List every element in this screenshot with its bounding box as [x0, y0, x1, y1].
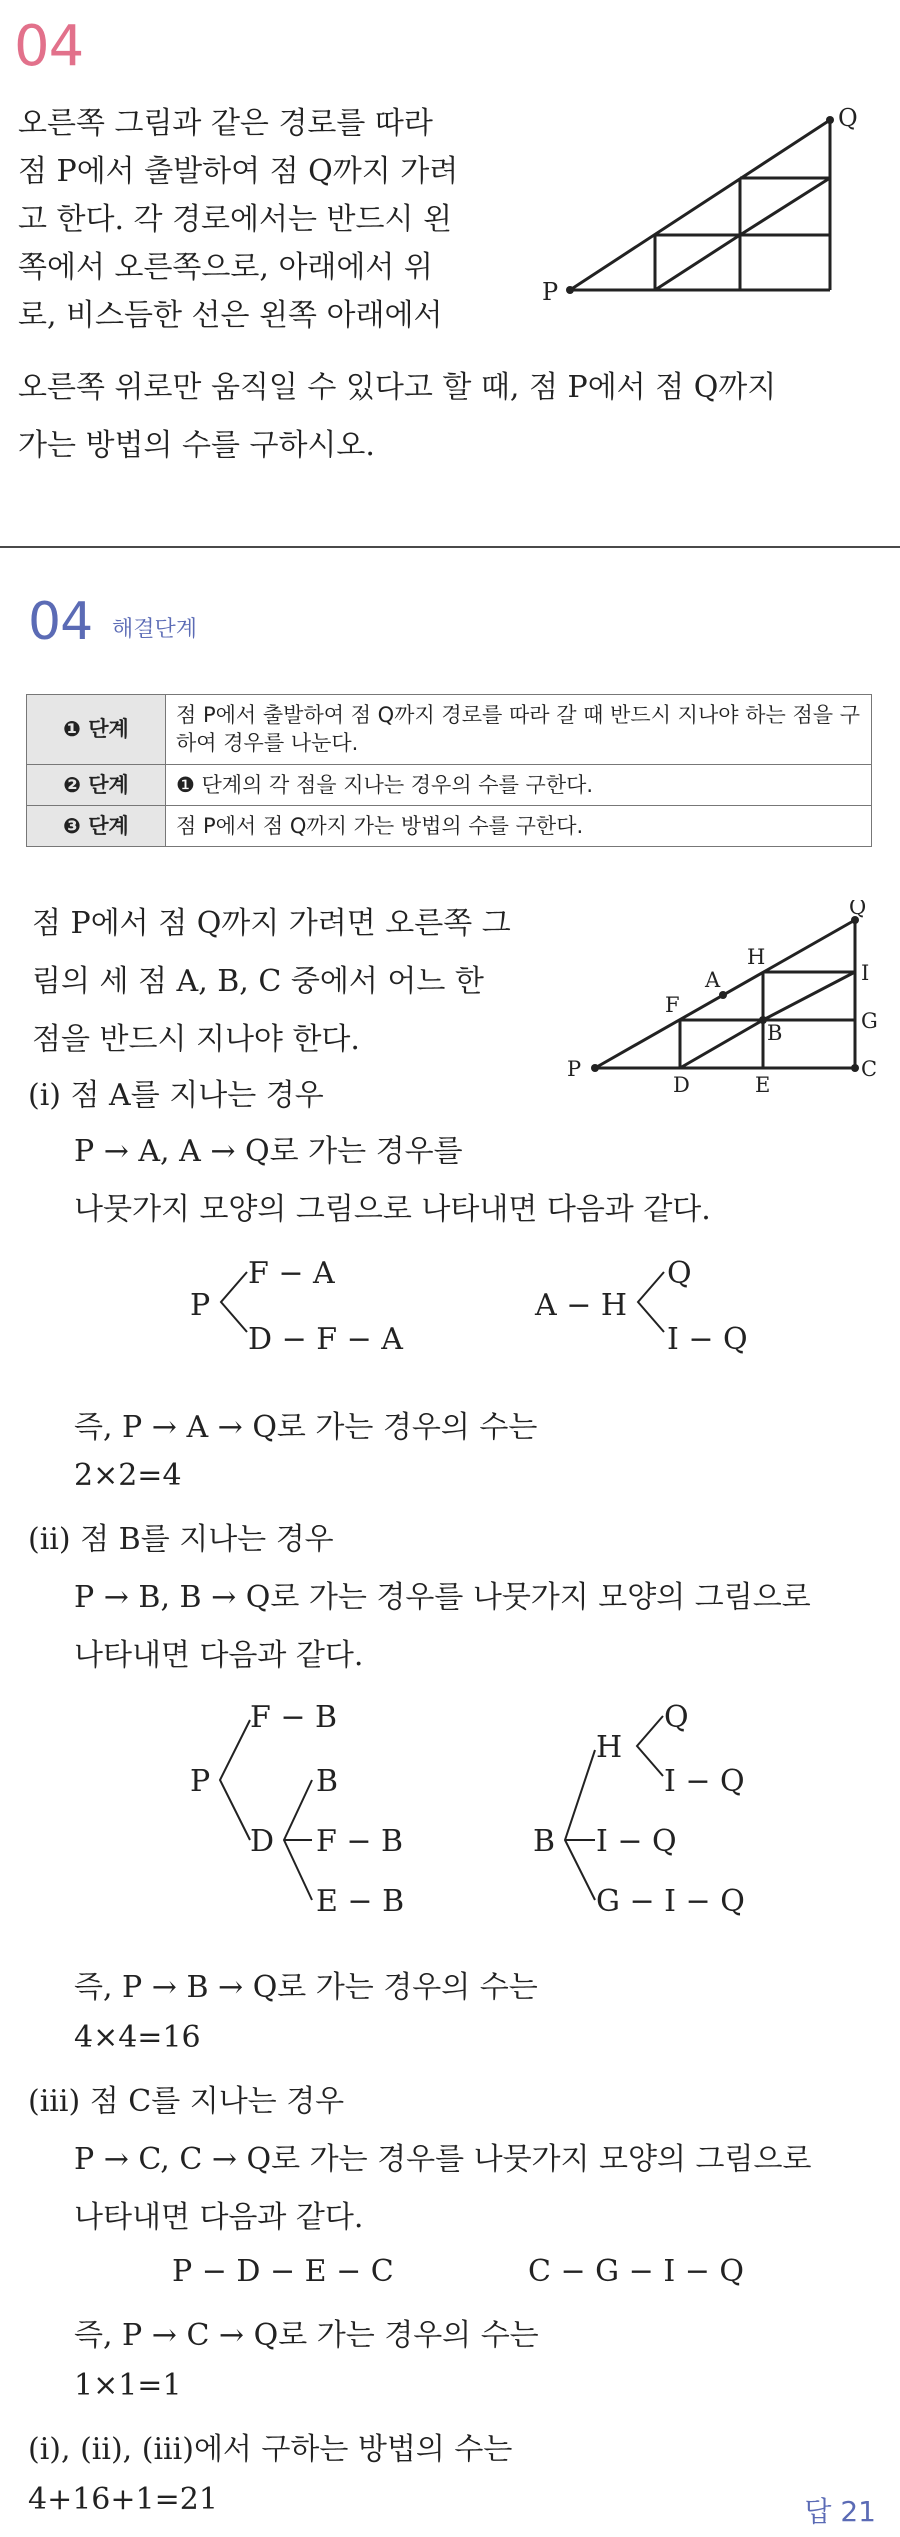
step-text-2: ❶ 단계의 각 점을 지나는 경우의 수를 구한다. — [166, 764, 872, 805]
fig-label-q: Q — [838, 104, 858, 132]
sfig-label-a: A — [705, 968, 721, 992]
problem-line-7: 가는 방법의 수를 구하시오. — [18, 428, 375, 463]
sfig-label-h: H — [747, 945, 766, 969]
case1-desc-1: P → A, A → Q로 가는 경우를 — [74, 1134, 463, 1169]
case2-right-branch-lines — [555, 1712, 675, 1912]
steps-table — [26, 694, 872, 847]
case1-title: (i) 점 A를 지나는 경우 — [28, 1078, 324, 1113]
problem-number: 04 — [14, 14, 84, 79]
case3-path-right: C − G − I − Q — [528, 2254, 744, 2289]
case2-left-branch-lines — [212, 1712, 342, 1912]
fig-diag-small-1 — [655, 235, 740, 290]
step-label-3: ❸ 단계 — [27, 806, 166, 847]
sfig-label-p: P — [567, 1057, 582, 1081]
solution-tag: 해결단계 — [112, 617, 198, 642]
case2-right-h-fork — [637, 1716, 663, 1776]
intro-line-2: 림의 세 점 A, B, C 중에서 어느 한 — [32, 964, 484, 999]
case2-left-fork — [220, 1720, 250, 1840]
case2-right-fork — [565, 1750, 595, 1900]
sfig-label-q: Q — [849, 900, 867, 919]
case1-left-fork — [221, 1272, 247, 1332]
fig-diagonal — [570, 120, 830, 290]
case2-right-branch-3: G − I − Q — [596, 1884, 745, 1919]
step-row — [27, 806, 872, 847]
case2-summary: 즉, P → B → Q로 가는 경우의 수는 — [74, 1970, 538, 2005]
sfig-point-c — [851, 1064, 859, 1072]
sfig-point-a — [719, 991, 727, 999]
sfig-label-c: C — [861, 1057, 878, 1081]
final-calc: 4+16+1=21 — [28, 2482, 218, 2517]
case2-desc-2: 나타내면 다음과 같다. — [74, 1638, 364, 1673]
case1-right-fork — [638, 1272, 664, 1332]
case1-left-branch-2: D − F − A — [248, 1322, 403, 1357]
solution-figure — [555, 900, 885, 1140]
problem-line-5: 로, 비스듬한 선은 왼쪽 아래에서 — [18, 298, 443, 333]
step-row — [27, 764, 872, 805]
case1-desc-2: 나뭇가지 모양의 그림으로 나타내면 다음과 같다. — [74, 1192, 711, 1227]
case3-summary: 즉, P → C → Q로 가는 경우의 수는 — [74, 2318, 539, 2353]
case2-left-root: P — [190, 1764, 211, 1799]
case1-right-root: A − H — [535, 1288, 628, 1323]
problem-line-4: 쪽에서 오른쪽으로, 아래에서 위 — [18, 250, 433, 285]
problem-line-1: 오른쪽 그림과 같은 경로를 따라 — [18, 106, 433, 141]
case1-left-root: P — [190, 1288, 211, 1323]
sfig-label-g: G — [861, 1009, 878, 1033]
case1-summary: 즉, P → A → Q로 가는 경우의 수는 — [74, 1410, 538, 1445]
sfig-point-b — [759, 1016, 767, 1024]
case2-right-h: H — [596, 1730, 623, 1765]
step-label-2: ❷ 단계 — [27, 764, 166, 805]
step-row — [27, 695, 872, 765]
case2-desc-1: P → B, B → Q로 가는 경우를 나뭇가지 모양의 그림으로 — [74, 1580, 811, 1615]
case3-desc-1: P → C, C → Q로 가는 경우를 나뭇가지 모양의 그림으로 — [74, 2142, 812, 2177]
section-divider — [0, 546, 900, 548]
intro-line-3: 점을 반드시 지나야 한다. — [32, 1022, 360, 1057]
sfig-label-f: F — [665, 993, 680, 1017]
case2-left-d: D — [250, 1824, 275, 1859]
fig-point-p — [566, 286, 574, 294]
step-label-1: ❶ 단계 — [27, 695, 166, 765]
case3-path-left: P − D − E − C — [172, 2254, 394, 2289]
sfig-label-d: D — [673, 1073, 690, 1097]
case1-calc: 2×2=4 — [74, 1458, 182, 1493]
case2-left-d-branch-1: B — [316, 1764, 339, 1799]
case1-right-branch-2: I − Q — [667, 1322, 748, 1357]
step-text-3: 점 P에서 점 Q까지 가는 방법의 수를 구한다. — [166, 806, 872, 847]
case2-right-branch-2: I − Q — [596, 1824, 677, 1859]
problem-figure — [530, 90, 880, 320]
case3-title: (iii) 점 C를 지나는 경우 — [28, 2084, 345, 2119]
case2-calc: 4×4=16 — [74, 2020, 201, 2055]
sfig-diag-small-1 — [680, 1020, 763, 1068]
fig-label-p: P — [542, 278, 559, 306]
fig-point-q — [826, 116, 834, 124]
case2-right-h-branch-1: Q — [664, 1700, 689, 1735]
problem-line-2: 점 P에서 출발하여 점 Q까지 가려 — [18, 154, 459, 189]
answer-badge: 답 21 — [804, 2495, 876, 2528]
case2-right-h-branch-2: I − Q — [664, 1764, 745, 1799]
case1-right-branch-lines — [632, 1268, 672, 1338]
case2-left-d-branch-2: F − B — [316, 1824, 404, 1859]
case1-left-branch-lines — [215, 1268, 255, 1338]
sfig-label-e: E — [755, 1073, 771, 1097]
case3-desc-2: 나타내면 다음과 같다. — [74, 2200, 364, 2235]
sfig-label-i: I — [861, 961, 870, 985]
case3-calc: 1×1=1 — [74, 2368, 182, 2403]
sfig-label-b: B — [767, 1021, 783, 1045]
case1-right-branch-1: Q — [667, 1256, 692, 1291]
case2-left-branch-1: F − B — [250, 1700, 338, 1735]
problem-line-6: 오른쪽 위로만 움직일 수 있다고 할 때, 점 P에서 점 Q까지 — [18, 370, 777, 405]
case2-left-d-branch-3: E − B — [316, 1884, 405, 1919]
conclusion: (i), (ii), (iii)에서 구하는 방법의 수는 — [28, 2432, 513, 2467]
sfig-point-p — [591, 1064, 599, 1072]
problem-line-3: 고 한다. 각 경로에서는 반드시 왼 — [18, 202, 452, 237]
intro-line-1: 점 P에서 점 Q까지 가려면 오른쪽 그 — [32, 906, 511, 941]
fig-diag-small-2 — [740, 178, 830, 235]
solution-number: 04 — [28, 592, 93, 652]
case1-left-branch-1: F − A — [248, 1256, 335, 1291]
sfig-diag-small-2 — [763, 972, 855, 1020]
step-text-1: 점 P에서 출발하여 점 Q까지 경로를 따라 갈 때 반드시 지나야 하는 점을 구하여 경우를 나눈다. — [166, 695, 872, 765]
case2-title: (ii) 점 B를 지나는 경우 — [28, 1522, 334, 1557]
case2-right-root: B — [533, 1824, 556, 1859]
